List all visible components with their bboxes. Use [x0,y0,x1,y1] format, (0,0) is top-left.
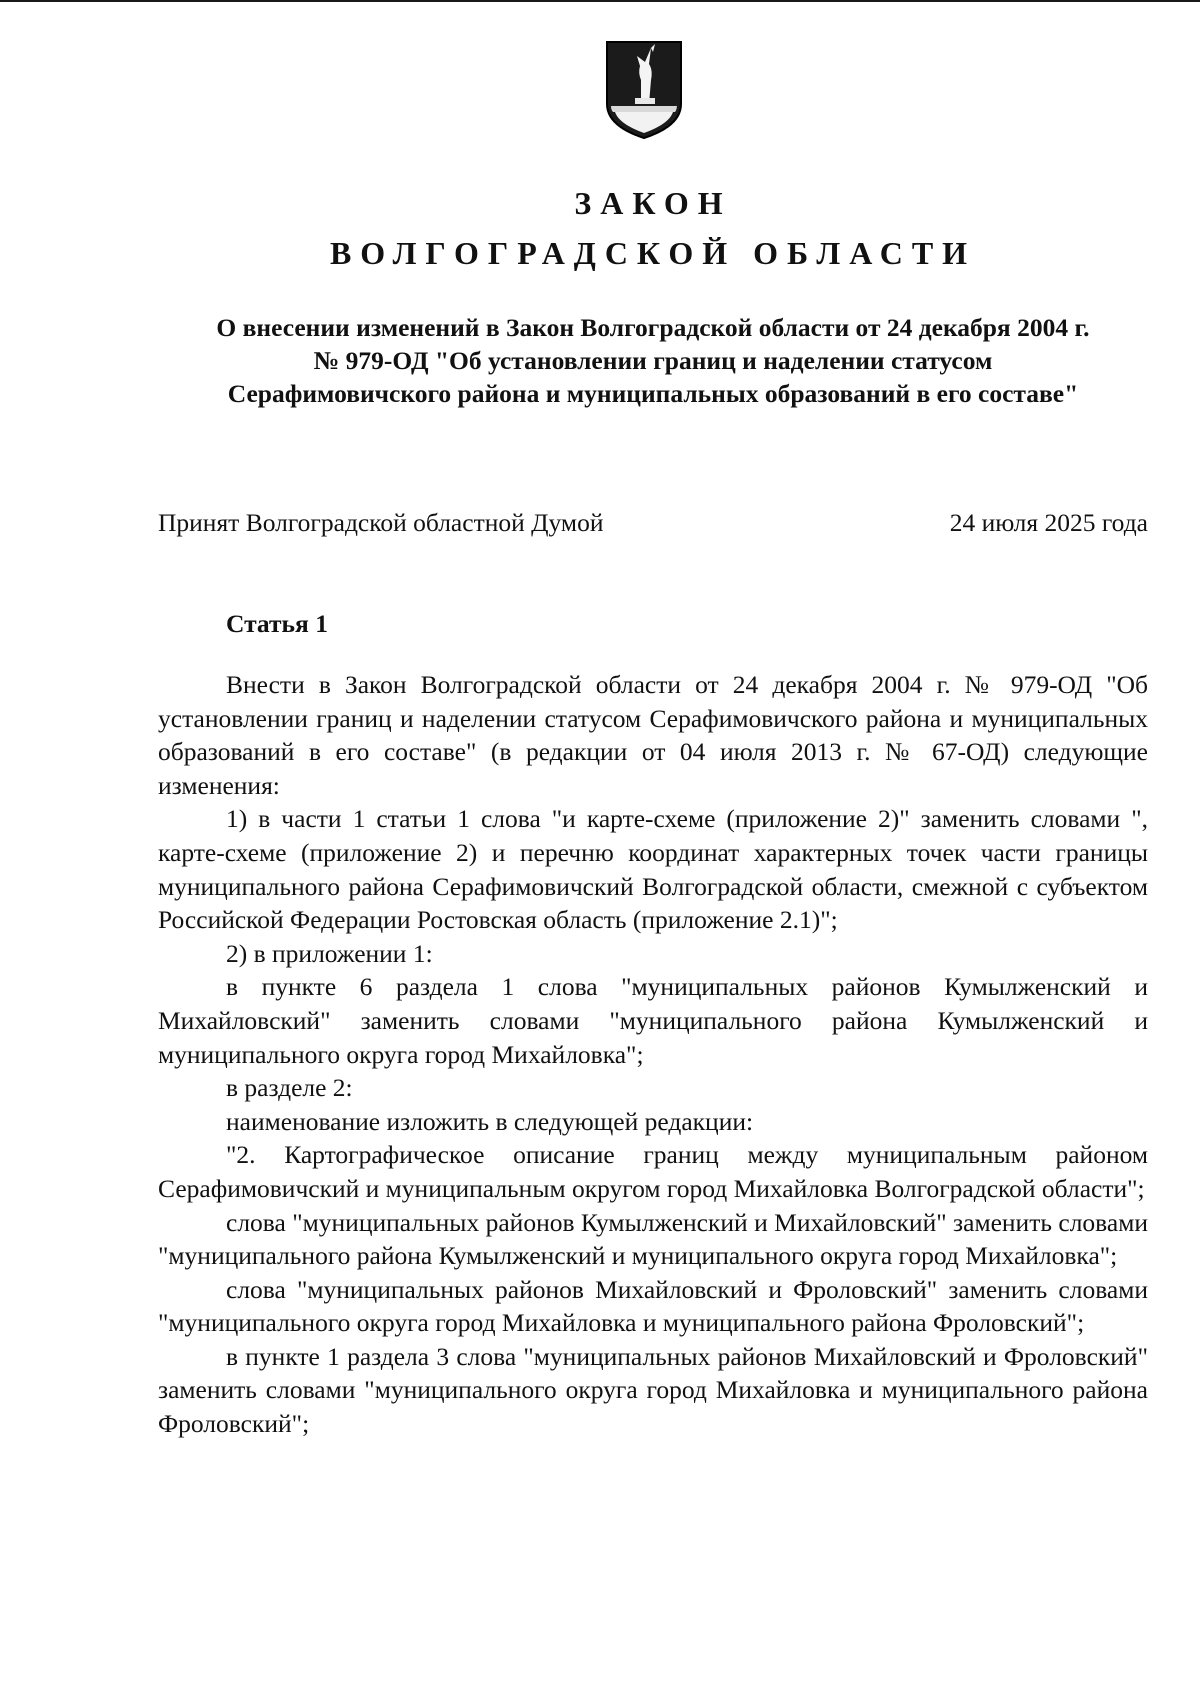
coat-of-arms-icon [605,40,683,140]
title-region: ВОЛГОГРАДСКОЙ ОБЛАСТИ [329,235,977,271]
paragraph: в разделе 2: [226,1073,353,1103]
paragraph: 2) в приложении 1: [226,938,433,968]
paragraph: наименование изложить в следующей редакции: [226,1106,754,1136]
paragraph: "2. Картографическое описание границ между муниципальным районом Серафимовичский и муниципальным округом город Михайловка Волгоградской области"; [158,1140,1148,1203]
law-title [158,178,1148,278]
law-subtitle [158,311,1148,410]
subtitle-line: № 979-ОД "Об установлении границ и наделении статусом [313,346,993,375]
article-body [158,668,1148,1441]
paragraph: Внести в Закон Волгоградской области от 24 декабря 2004 г. № 979-ОД "Об установлении границ и наделении статусом Серафимовичского района и муниципальных образований в его составе" (в редакции от 04 июля 2013 г. № 67-ОД) следующие изменения: [158,670,1148,800]
paragraph: 1) в части 1 статьи 1 слова "и карте-схеме (приложение 2)" заменить словами ", карте-схеме (приложение 2) и перечню координат характерных точек части границы муниципального района Серафимовичский Волгоградской области, смежной с субъектом Российской Федерации Ростовская область (приложение 2.1)"; [158,804,1148,935]
adopted-by: Принят Волгоградской областной Думой [158,508,604,537]
title-law: ЗАКОН [574,185,732,221]
paragraph: в пункте 6 раздела 1 слова "муниципальных районов Кумылженский и Михайловский" заменить словами "муниципального района Кумылженский и муниципального округа город Михайловка"; [158,972,1148,1069]
subtitle-line: Серафимовичского района и муниципальных образований в его составе" [227,379,1079,408]
paragraph: слова "муниципальных районов Михайловский и Фроловский" заменить словами "муниципального округа город Михайловка и муниципального района Фроловский"; [158,1274,1148,1338]
subtitle-line: О внесении изменений в Закон Волгоградской области от 24 декабря 2004 г. [216,313,1090,342]
paragraph: в пункте 1 раздела 3 слова "муниципальных районов Михайловский и Фроловский" заменить словами "муниципального округа город Михайловка и муниципального района Фроловский"; [158,1341,1148,1439]
scan-edge-line [0,0,1200,2]
paragraph: слова "муниципальных районов Кумылженский и Михайловский" заменить словами "муниципального района Кумылженский и муниципального округа город Михайловка"; [158,1207,1148,1271]
adopted-date: 24 июля 2025 года [949,508,1148,537]
article-heading: Статья 1 [226,609,328,638]
